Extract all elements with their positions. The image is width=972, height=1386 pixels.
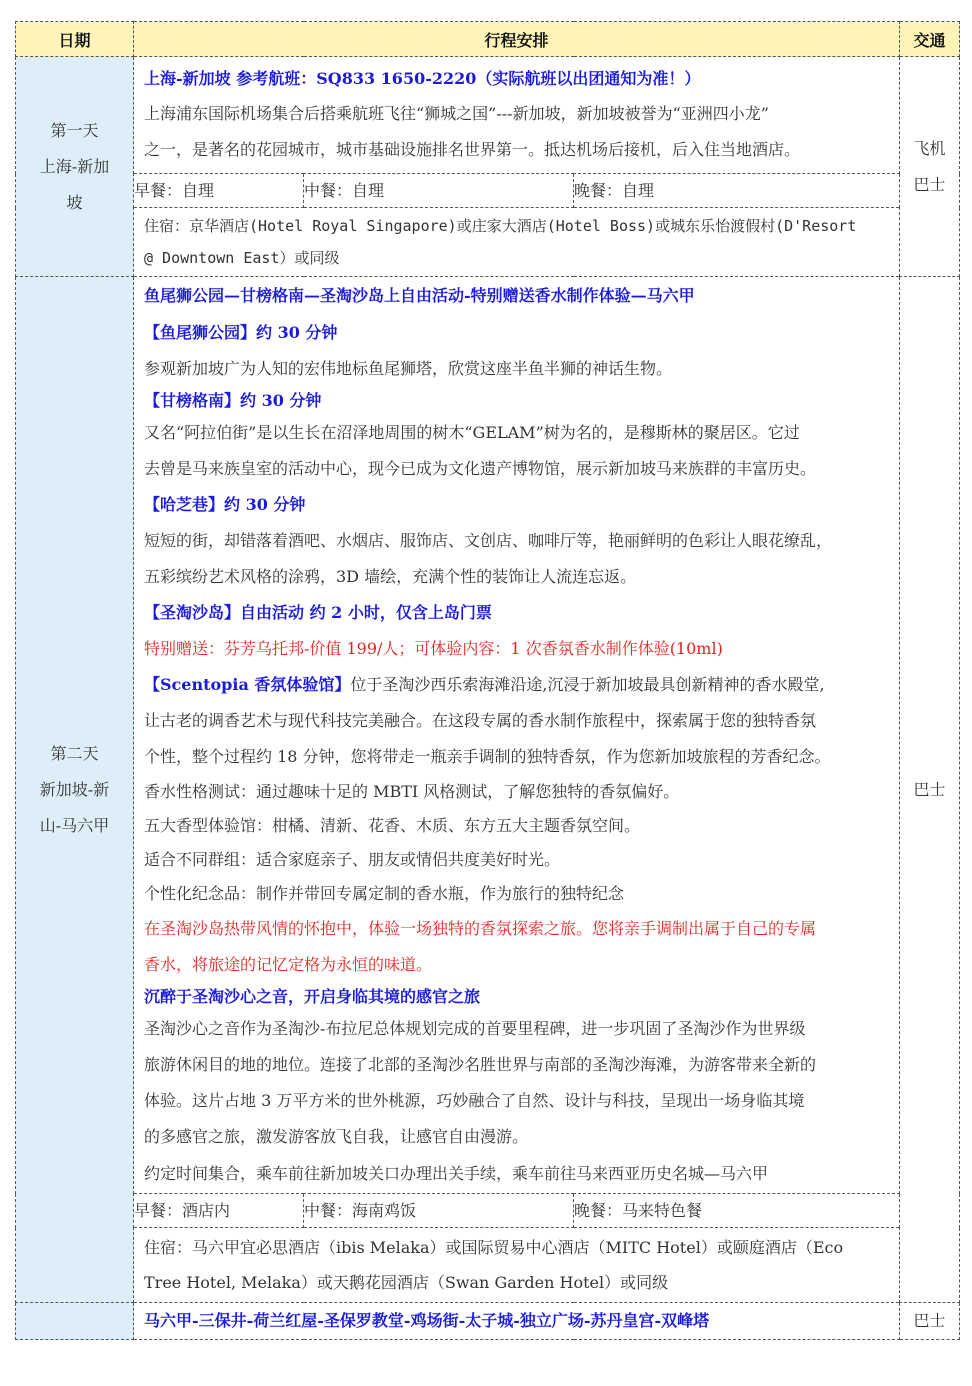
day2-transport: 巴士 <box>900 277 960 1303</box>
feature-item: 个性化纪念品：制作并带回专属定制的香水瓶，作为旅行的独特纪念 <box>144 884 625 903</box>
feature-item: 五大香型体验馆：柑橘、清新、花香、木质、东方五大主题香氛空间。 <box>144 816 641 835</box>
day1-hotel <box>134 208 900 277</box>
table-header-row <box>16 22 960 57</box>
kampong-glam-text: 去曾是马来族皇室的活动中心，现今已成为文化遗产博物馆，展示新加坡马来族群的丰富历史。 <box>144 459 817 478</box>
day1-hotel-row <box>16 208 960 277</box>
sentosa-title: 【圣淘沙岛】自由活动 约 2 小时，仅含上岛门票 <box>144 603 492 622</box>
scentopia-title: 【Scentopia 香氛体验馆】 <box>144 675 351 694</box>
day3-title: 马六甲-三保井-荷兰红屋-圣保罗教堂-鸡场街-太子城-独立广场-苏丹皇宫-双峰塔 <box>144 1311 710 1330</box>
header-transport: 交通 <box>900 22 960 57</box>
haji-lane-text: 五彩缤纷艺术风格的涂鸦，3D 墙绘，充满个性的装饰让人流连忘返。 <box>144 567 637 586</box>
day2-hotel-line: 住宿：马六甲宜必思酒店（ibis Melaka）或国际贸易中心酒店（MITC Hotel）或颐庭酒店（Eco <box>144 1238 844 1257</box>
day1-label-line: 第一天 <box>50 120 99 140</box>
kampong-glam-text: 又名“阿拉伯街”是以生长在沼泽地周围的树木“GELAM”树为名的，是穆斯林的聚居区。它过 <box>144 423 800 442</box>
gift-text: 特别赠送：芬芳乌托邦-价值 199/人；可体验内容：1 次香氛香水制作体验(10ml) <box>144 639 723 658</box>
day1-desc-line: 上海浦东国际机场集合后搭乘航班飞往“狮城之国”---新加坡，新加坡被誉为“亚洲四小龙” <box>144 104 769 123</box>
day1-hotel-line: 住宿：京华酒店(Hotel Royal Singapore)或庄家大酒店(Hotel Boss)或城东乐怡渡假村(D'Resort <box>144 217 857 235</box>
day1-label-line: 上海-新加 <box>39 156 110 176</box>
day1-meals-row <box>16 174 960 208</box>
day1-label <box>16 57 134 277</box>
haji-lane-text: 短短的街，却错落着酒吧、水烟店、服饰店、文创店、咖啡厅等，艳丽鲜明的色彩让人眼花缭乱， <box>144 531 833 550</box>
heart-of-sentosa-title: 沉醉于圣淘沙心之音，开启身临其境的感官之旅 <box>144 987 481 1006</box>
day3-transport: 巴士 <box>900 1303 960 1340</box>
day2-title: 鱼尾狮公园—甘榜格南—圣淘沙岛上自由活动-特别赠送香水制作体验—马六甲 <box>144 286 695 305</box>
feature-item: 香水性格测试：通过趣味十足的 MBTI 风格测试，了解您独特的香氛偏好。 <box>144 782 680 801</box>
closing-text: 约定时间集合，乘车前往新加坡关口办理出关手续，乘车前往马来西亚历史名城—马六甲 <box>144 1164 769 1183</box>
day2-label-line: 山-马六甲 <box>39 815 110 835</box>
day2-label-line: 第二天 <box>50 743 99 763</box>
itinerary-table <box>15 21 960 1340</box>
header-date: 日期 <box>16 22 134 57</box>
day3-content <box>134 1303 900 1340</box>
kampong-glam-title: 【甘榜格南】约 30 分钟 <box>144 391 322 410</box>
day2-label <box>16 277 134 1303</box>
day1-transport-bus: 巴士 <box>913 174 946 194</box>
day1-label-line: 坡 <box>66 192 83 212</box>
day1-title: 上海-新加坡 参考航班：SQ833 1650-2220（实际航班以出团通知为准！） <box>144 69 701 88</box>
scentopia-text: 让古老的调香艺术与现代科技完美融合。在这段专属的香水制作旅程中，探索属于您的独特香氛 <box>144 711 817 730</box>
haji-lane-title: 【哈芝巷】约 30 分钟 <box>144 495 306 514</box>
day1-content-row <box>16 57 960 174</box>
scentopia-text: 位于圣淘沙西乐索海滩沿途,沉浸于新加坡最具创新精神的香水殿堂, <box>350 675 825 694</box>
day3-content-row <box>16 1303 960 1340</box>
day2-label-line: 新加坡-新 <box>39 779 110 799</box>
merlion-title: 【鱼尾狮公园】约 30 分钟 <box>144 323 338 342</box>
highlight-text: 在圣淘沙岛热带风情的怀抱中，体验一场独特的香氛探索之旅。您将亲手调制出属于自己的专属 <box>144 919 817 938</box>
header-itinerary: 行程安排 <box>134 22 900 57</box>
scentopia-line <box>134 667 899 703</box>
day2-breakfast: 早餐：酒店内 <box>134 1194 304 1228</box>
heart-of-sentosa-text: 体验。这片占地 3 万平方米的世外桃源，巧妙融合了自然、设计与科技，呈现出一场身临其境 <box>144 1091 805 1110</box>
day1-desc-line: 之一，是著名的花园城市，城市基础设施排名世界第一。抵达机场后接机，后入住当地酒店。 <box>144 140 801 159</box>
day2-hotel-line: Tree Hotel, Melaka）或天鹅花园酒店（Swan Garden Hotel）或同级 <box>144 1273 669 1292</box>
day2-hotel-row <box>16 1228 960 1303</box>
day2-meals-row <box>16 1194 960 1228</box>
day1-hotel-line: @ Downtown East）或同级 <box>144 249 340 267</box>
day2-hotel <box>134 1228 900 1303</box>
day1-transport <box>900 57 960 277</box>
day1-content <box>134 57 900 174</box>
heart-of-sentosa-text: 的多感官之旅，激发游客放飞自我，让感官自由漫游。 <box>144 1127 529 1146</box>
day1-lunch: 中餐：自理 <box>304 174 574 208</box>
day1-transport-plane: 飞机 <box>913 138 946 158</box>
day1-breakfast: 早餐：自理 <box>134 174 304 208</box>
day3-label <box>16 1303 134 1340</box>
heart-of-sentosa-text: 圣淘沙心之音作为圣淘沙-布拉尼总体规划完成的首要里程碑，进一步巩固了圣淘沙作为世界级 <box>144 1019 806 1038</box>
highlight-text: 香水，将旅途的记忆定格为永恒的味道。 <box>144 955 433 974</box>
day2-content <box>134 277 900 1194</box>
merlion-text: 参观新加坡广为人知的宏伟地标鱼尾狮塔，欣赏这座半鱼半狮的神话生物。 <box>144 359 673 378</box>
day2-content-row <box>16 277 960 1194</box>
day1-dinner: 晚餐：自理 <box>574 174 900 208</box>
scentopia-text: 个性，整个过程约 18 分钟，您将带走一瓶亲手调制的独特香氛，作为您新加坡旅程的芳香纪念。 <box>144 747 831 766</box>
feature-item: 适合不同群组：适合家庭亲子、朋友或情侣共度美好时光。 <box>144 850 561 869</box>
day2-lunch: 中餐：海南鸡饭 <box>304 1194 574 1228</box>
heart-of-sentosa-text: 旅游休闲目的地的地位。连接了北部的圣淘沙名胜世界与南部的圣淘沙海滩，为游客带来全新的 <box>144 1055 817 1074</box>
day2-dinner: 晚餐：马来特色餐 <box>574 1194 900 1228</box>
